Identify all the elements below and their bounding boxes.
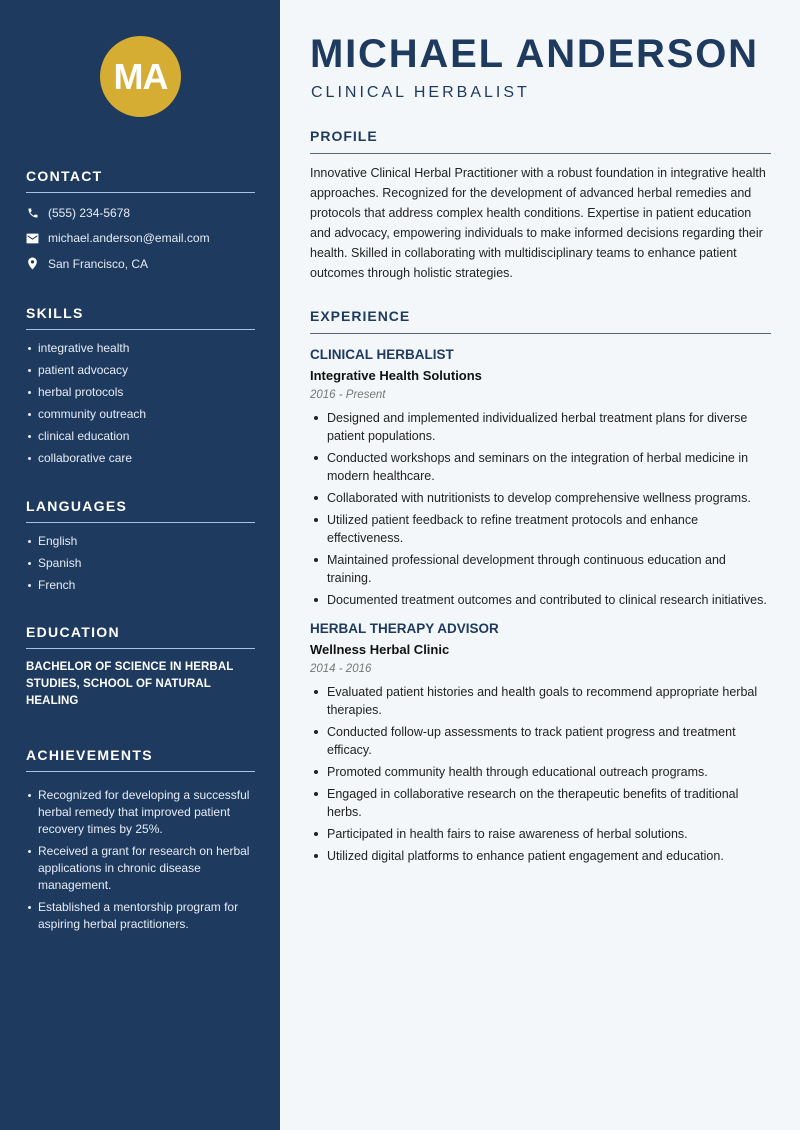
languages-section	[26, 498, 255, 599]
skills-section	[26, 305, 255, 472]
phone-icon	[26, 206, 39, 219]
education-heading: EDUCATION	[26, 624, 255, 649]
languages-heading: LANGUAGES	[26, 498, 255, 523]
job-bullet: Evaluated patient histories and health goals to recommend appropriate herbal therapies.	[310, 683, 771, 719]
job-bullet: Collaborated with nutritionists to develop comprehensive wellness programs.	[310, 489, 771, 507]
job-bullet: Designed and implemented individualized herbal treatment plans for diverse patient populations.	[310, 409, 771, 445]
job-company: Wellness Herbal Clinic	[310, 642, 450, 657]
contact-email-text: michael.anderson@email.com	[48, 231, 210, 246]
job-bullet: Promoted community health through educational outreach programs.	[310, 763, 771, 781]
achievement-item: Received a grant for research on herbal applications in chronic disease management.	[26, 843, 255, 894]
job-bullet: Documented treatment outcomes and contributed to clinical research initiatives.	[310, 591, 771, 609]
skill-item: herbal protocols	[26, 384, 255, 401]
profile-text: Innovative Clinical Herbal Practitioner with a robust foundation in integrative health approaches. Recognized for the development of advanced herbal remedies and protocols that address complex health conditions. Expertise in patient education and advocacy, empowering individuals to make informed decisions regarding their health. Skilled in collaborating with multidisciplinary teams to enhance patient outcomes through holistic strategies.	[310, 166, 766, 280]
candidate-name: MICHAEL ANDERSON	[310, 32, 759, 76]
contact-phone-text: (555) 234-5678	[48, 205, 131, 220]
job-dates: 2016 - Present	[310, 389, 386, 401]
job-dates: 2014 - 2016	[310, 663, 372, 675]
profile-heading: PROFILE	[310, 128, 771, 154]
skill-item: integrative health	[26, 340, 255, 357]
job-bullet: Conducted workshops and seminars on the integration of herbal medicine in modern healthcare.	[310, 449, 771, 485]
language-item: Spanish	[26, 555, 255, 572]
skill-item: collaborative care	[26, 450, 255, 467]
achievements-section	[26, 747, 255, 938]
achievements-list	[26, 787, 255, 933]
skills-heading: SKILLS	[26, 305, 255, 330]
job-bullets	[310, 683, 771, 865]
contact-phone[interactable]	[26, 200, 255, 226]
job-entry	[310, 621, 771, 865]
job-bullet: Conducted follow-up assessments to track patient progress and treatment efficacy.	[310, 723, 771, 759]
achievements-heading: ACHIEVEMENTS	[26, 747, 255, 772]
language-item: French	[26, 577, 255, 594]
main-content	[280, 0, 800, 1130]
education-section	[26, 624, 255, 710]
job-title: CLINICAL HERBALIST	[310, 347, 454, 362]
language-item: English	[26, 533, 255, 550]
job-company: Integrative Health Solutions	[310, 368, 482, 383]
location-pin-icon	[26, 257, 39, 270]
contact-heading: CONTACT	[26, 168, 255, 193]
skill-item: clinical education	[26, 428, 255, 445]
candidate-title: CLINICAL HERBALIST	[311, 84, 530, 101]
avatar-initials: MA	[113, 55, 168, 97]
achievement-item: Recognized for developing a successful herbal remedy that improved patient recovery times by 25%.	[26, 787, 255, 838]
job-bullet: Maintained professional development through continuous education and training.	[310, 551, 771, 587]
contact-location-text: San Francisco, CA	[48, 256, 149, 271]
contact-email[interactable]	[26, 226, 255, 252]
education-degree: BACHELOR OF SCIENCE IN HERBAL STUDIES, SCHOOL OF NATURAL HEALING	[26, 661, 234, 707]
job-bullets	[310, 409, 771, 609]
languages-list	[26, 533, 255, 594]
skill-item: community outreach	[26, 406, 255, 423]
skills-list	[26, 340, 255, 467]
experience-heading: EXPERIENCE	[310, 308, 771, 334]
sidebar	[0, 0, 280, 1130]
job-bullet: Utilized patient feedback to refine treatment protocols and enhance effectiveness.	[310, 511, 771, 547]
skill-item: patient advocacy	[26, 362, 255, 379]
job-bullet: Utilized digital platforms to enhance patient engagement and education.	[310, 847, 771, 865]
achievement-item: Established a mentorship program for aspiring herbal practitioners.	[26, 899, 255, 933]
avatar	[100, 36, 181, 117]
job-title: HERBAL THERAPY ADVISOR	[310, 621, 499, 636]
job-bullet: Participated in health fairs to raise awareness of herbal solutions.	[310, 825, 771, 843]
contact-location	[26, 251, 255, 277]
email-icon	[26, 232, 39, 245]
contact-section	[26, 168, 255, 277]
job-entry	[310, 347, 771, 609]
job-bullet: Engaged in collaborative research on the therapeutic benefits of traditional herbs.	[310, 785, 771, 821]
profile-section	[310, 128, 771, 283]
experience-section	[310, 308, 771, 869]
